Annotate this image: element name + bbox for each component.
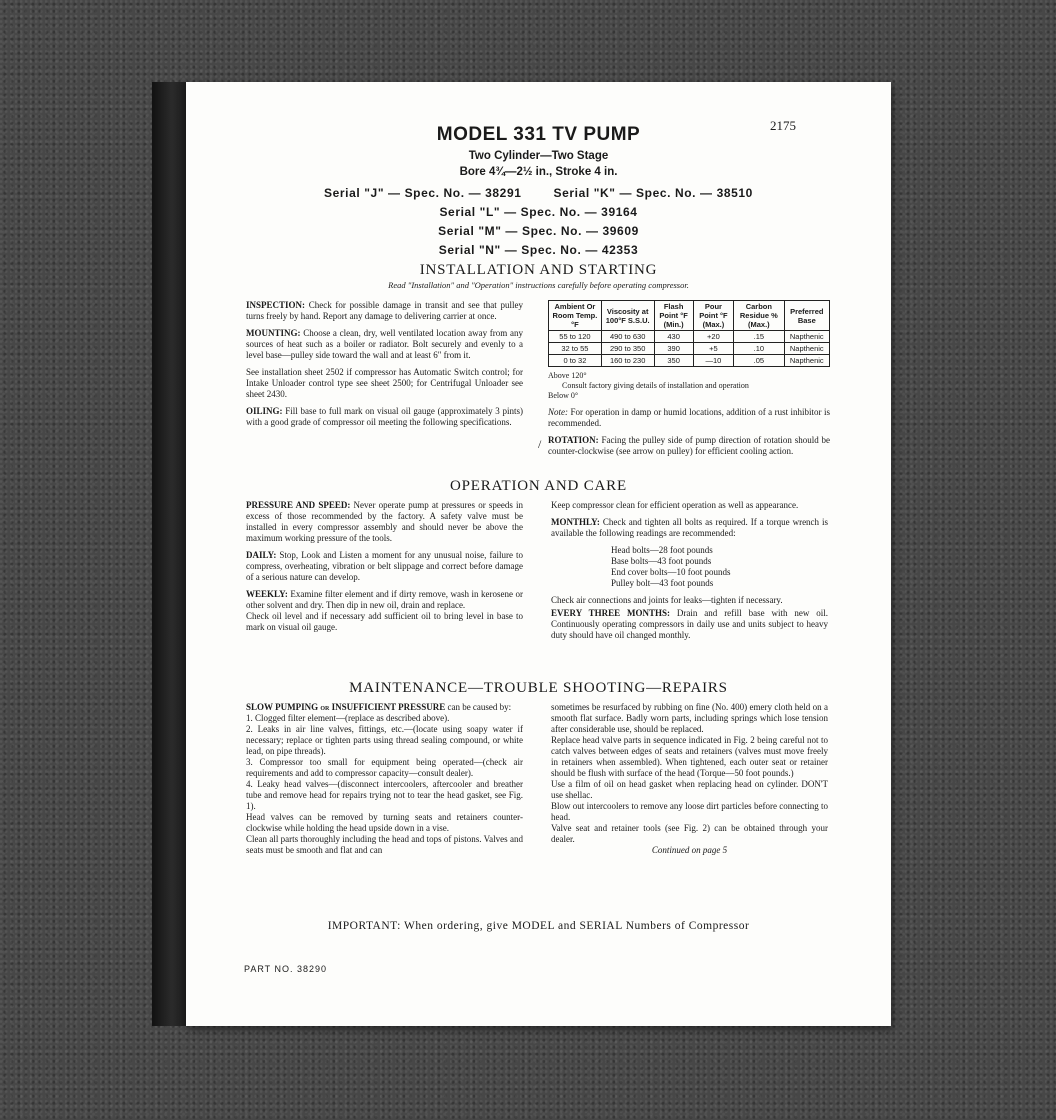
installation-heading: INSTALLATION AND STARTING	[419, 262, 658, 278]
oil-spec-table	[548, 300, 830, 367]
see-installation-text: See installation sheet 2502 if compressor has Automatic Switch control; for Intake Unloader control type see sheet 2500; for Centrifugal Unloader see sheet 2430.	[246, 367, 523, 399]
mounting-lead: MOUNTING:	[246, 328, 301, 338]
humid-note	[548, 407, 830, 457]
cause-item: 4. Leaky head valves—(disconnect intercoolers, aftercooler and breather tube and remove head for repairs trying not to tear the head gasket, see Fig. 1).	[246, 779, 523, 811]
installation-right-column	[548, 300, 830, 463]
oiling-lead: OILING:	[246, 406, 283, 416]
mounting-text: Choose a clean, dry, well ventilated location away from any sources of heat such as a boiler or radiator. Bolt securely and evenly to a level base—pulley side toward the wall and at least 6" from it.	[246, 328, 524, 360]
daily-text: Stop, Look and Listen a moment for any unusual noise, failure to compress, overheating, vibration or belt slippage and correct before damage of a serious nature can develop.	[246, 550, 524, 582]
table-cell: +5	[693, 343, 733, 355]
continued-note: Continued on page 5	[651, 845, 728, 855]
table-row	[549, 331, 830, 343]
table-row	[549, 355, 830, 367]
operation-right-column	[551, 500, 828, 647]
page-number: 2175	[770, 118, 796, 133]
table-cell: +20	[693, 331, 733, 343]
document-page	[186, 82, 891, 1026]
operation-left-column	[246, 500, 523, 639]
table-cell: 350	[654, 355, 693, 367]
header-pour: Pour Point °F (Max.)	[693, 301, 733, 331]
torque-head-bolts: Head bolts—28 foot pounds	[611, 545, 713, 555]
blow-out-text: Blow out intercoolers to remove any loose dirt particles before connecting to head.	[551, 801, 828, 822]
table-cell: .15	[734, 331, 784, 343]
oil-film-text: Use a film of oil on head gasket when replacing head on cylinder. DON'T use shellac.	[551, 779, 828, 800]
table-cell: 160 to 230	[601, 355, 654, 367]
monthly-lead: MONTHLY:	[551, 517, 600, 527]
torque-list	[551, 545, 828, 589]
monthly-text: Check and tighten all bolts as required. If a torque wrench is available the following readings are recommended:	[551, 517, 829, 538]
table-cell: 390	[654, 343, 693, 355]
important-ordering-note: IMPORTANT: When ordering, give MODEL and SERIAL Numbers of Compressor	[327, 920, 750, 932]
temperature-notes	[548, 371, 830, 401]
table-cell: 430	[654, 331, 693, 343]
serial-l: Serial "L" — Spec. No. — 39164	[439, 205, 638, 219]
three-months-lead: EVERY THREE MONTHS:	[551, 608, 670, 618]
header-viscosity: Viscosity at 100°F S.S.U.	[601, 301, 654, 331]
subtitle-bore: Bore 4¾—2½ in., Stroke 4 in.	[459, 166, 618, 178]
valve-seat-text: Valve seat and retainer tools (see Fig. 2) can be obtained through your dealer.	[551, 823, 828, 844]
maintenance-right-column	[551, 702, 828, 856]
torque-pulley-bolt: Pulley bolt—43 foot pounds	[611, 578, 714, 588]
pencil-mark: /	[538, 437, 542, 451]
header-ambient: Ambient Or Room Temp. °F	[549, 301, 602, 331]
clean-parts-text: Clean all parts thoroughly including the head and tops of pistons. Valves and seats must be smooth and flat and can	[246, 834, 523, 855]
cause-item: 3. Compressor too small for equipment being operated—(check air requirements and add to compressor capacity—consult dealer).	[246, 757, 523, 778]
serial-row	[186, 184, 891, 203]
header-base: Preferred Base	[784, 301, 829, 331]
installation-left-column	[246, 300, 523, 434]
serial-j: Serial "J" — Spec. No. — 38291	[324, 186, 522, 200]
check-air-text: Check air connections and joints for leaks—tighten if necessary.	[551, 595, 783, 605]
header-carbon: Carbon Residue % (Max.)	[734, 301, 784, 331]
table-cell: Napthenic	[784, 331, 829, 343]
table-cell: Napthenic	[784, 343, 829, 355]
table-cell: 0 to 32	[549, 355, 602, 367]
slow-pumping-text: can be caused by:	[447, 702, 512, 712]
operation-heading: OPERATION AND CARE	[450, 478, 627, 494]
serial-k: Serial "K" — Spec. No. — 38510	[553, 186, 753, 200]
note-text: For operation in damp or humid locations, addition of a rust inhibitor is recommended.	[548, 407, 831, 428]
table-cell: 55 to 120	[549, 331, 602, 343]
serial-list	[186, 184, 891, 260]
maintenance-left-column	[246, 702, 523, 856]
keep-clean-text: Keep compressor clean for efficient operation as well as appearance.	[551, 500, 799, 510]
head-valves-text: Head valves can be removed by turning seats and retainers counter-clockwise while holding the head upside down in a vise.	[246, 812, 523, 833]
table-cell: .05	[734, 355, 784, 367]
torque-base-bolts: Base bolts—43 foot pounds	[611, 556, 712, 566]
serial-m: Serial "M" — Spec. No. — 39609	[438, 224, 639, 238]
inspection-lead: INSPECTION:	[246, 300, 306, 310]
pressure-lead: PRESSURE AND SPEED:	[246, 500, 351, 510]
binder-spine	[152, 82, 188, 1026]
installation-note: Read "Installation" and "Operation" instructions carefully before operating compressor.	[388, 280, 689, 290]
cause-item: 2. Leaks in air line valves, fittings, etc.—(locate using soapy water if necessary; replace or tighten parts using thread sealing compound, or white lead, on pipe threads).	[246, 724, 523, 756]
slow-pumping-lead: SLOW PUMPING or INSUFFICIENT PRESSURE	[246, 702, 446, 712]
three-months-text: Drain and refill base with new oil. Continuously operating compressors in daily use and units subject to heavy duty should have oil changed monthly.	[551, 608, 829, 640]
title-block	[186, 124, 891, 260]
rotation-lead: ROTATION:	[548, 435, 599, 445]
torque-end-cover: End cover bolts—10 foot pounds	[611, 567, 731, 577]
oil-table-header	[549, 301, 830, 331]
above-120-label: Above 120°	[548, 371, 587, 380]
check-oil-text: Check oil level and if necessary add sufficient oil to bring level in base to mark on visual oil gauge.	[246, 611, 523, 632]
resurfaced-text: sometimes be resurfaced by rubbing on fine (No. 400) emery cloth held on a smooth flat surface. Badly worn parts, including springs which lose tension after considerable use, should be replaced.	[551, 702, 828, 734]
table-cell: —10	[693, 355, 733, 367]
below-0-label: Below 0°	[548, 391, 579, 400]
cause-item: 1. Clogged filter element—(replace as described above).	[246, 713, 450, 723]
subtitle-cylinder: Two Cylinder—Two Stage	[468, 150, 609, 162]
inspection-text: Check for possible damage in transit and see that pulley turns freely by hand. Report any damage to delivering carrier at once.	[246, 300, 523, 321]
note-label: Note:	[548, 407, 568, 417]
weekly-lead: WEEKLY:	[246, 589, 288, 599]
table-cell: 32 to 55	[549, 343, 602, 355]
maintenance-heading: MAINTENANCE—TROUBLE SHOOTING—REPAIRS	[349, 680, 728, 696]
table-cell: .10	[734, 343, 784, 355]
table-cell: 490 to 630	[601, 331, 654, 343]
weekly-text: Examine filter element and if dirty remove, wash in kerosene or other solvent and dry. Then dip in new oil, drain and replace.	[246, 589, 523, 610]
serial-n: Serial "N" — Spec. No. — 42353	[438, 243, 639, 257]
daily-lead: DAILY:	[246, 550, 277, 560]
document-title: MODEL 331 TV PUMP	[436, 124, 641, 145]
header-flash: Flash Point °F (Min.)	[654, 301, 693, 331]
pressure-text: Never operate pump at pressures or speeds in excess of those recommended by the factory. A safety valve must be installed in every compressor assembly and should never be above the maximum working pressure of the tools.	[246, 500, 523, 543]
rotation-text: Facing the pulley side of pump direction of rotation should be counter-clockwise (see arrow on pulley) for efficient cooling action.	[548, 435, 830, 456]
part-number: PART NO. 38290	[244, 964, 328, 974]
oiling-text: Fill base to full mark on visual oil gauge (approximately 3 pints) with a good grade of compressor oil meeting the following specifications.	[246, 406, 523, 427]
table-row	[549, 343, 830, 355]
table-cell: 290 to 350	[601, 343, 654, 355]
consult-factory-text: Consult factory giving details of installation and operation	[562, 381, 749, 390]
table-cell: Napthenic	[784, 355, 829, 367]
replace-head-text: Replace head valve parts in sequence indicated in Fig. 2 being careful not to catch valves between edges of seats and retainers (valves must move freely in retainers when assembled). When tightened, each outer seat or retainer should be flush with surface of the head (Torque—50 foot pounds.)	[551, 735, 828, 778]
